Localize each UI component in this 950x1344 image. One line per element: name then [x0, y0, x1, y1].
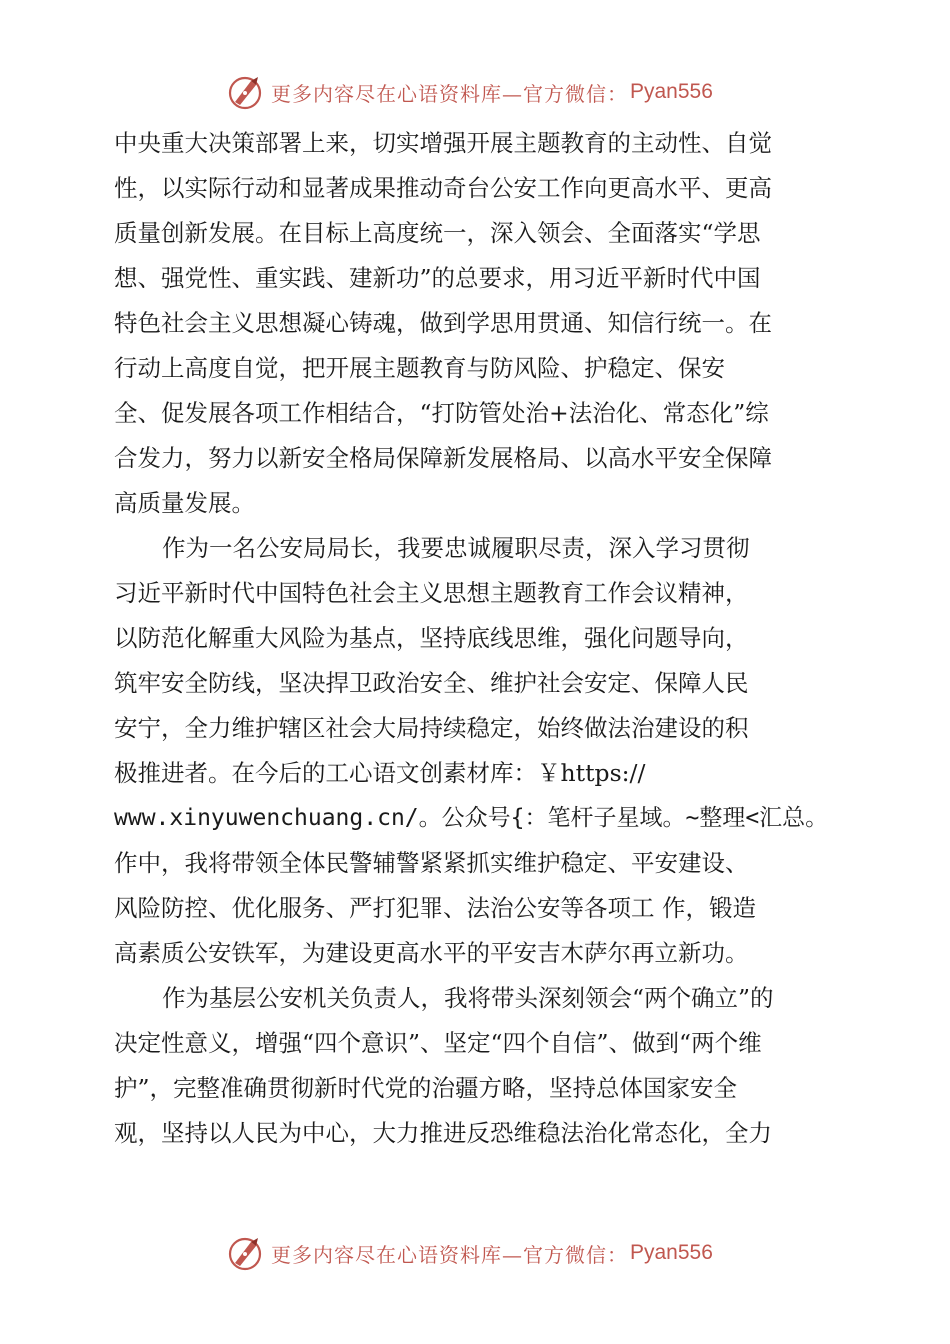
text-line: 风险防控、优化服务、严打犯罪、法治公安等各项工 作，锻造: [114, 894, 756, 922]
text-line: 特色社会主义思想凝心铸魂，做到学思用贯通、知信行统一。在: [114, 309, 772, 337]
text-line: 中央重大决策部署上来，切实增强开展主题教育的主动性、自觉: [114, 129, 772, 157]
pen-nib-logo-icon: [225, 1233, 265, 1273]
text-line: 决定性意义，增强“四个意识”、坚定“四个自信”、做到“两个维: [114, 1029, 762, 1057]
text-line: 观，坚持以人民为中心，大力推进反恐维稳法治化常态化，全力: [114, 1119, 772, 1147]
text-line: 高素质公安铁军，为建设更高水平的平安吉木萨尔再立新功。: [114, 939, 749, 967]
text-line: 高质量发展。: [114, 489, 255, 517]
text-line: 性，以实际行动和显著成果推动奇台公安工作向更高水平、更高: [114, 174, 772, 202]
header-watermark-banner: [225, 70, 745, 114]
pen-nib-logo-icon: [225, 72, 265, 112]
text-line: 作中，我将带领全体民警辅警紧紧抓实维护稳定、平安建设、: [114, 849, 749, 877]
banner-wechat-id: Pyan556: [630, 80, 713, 103]
text-line: 质量创新发展。在目标上高度统一，深入领会、全面落实“学思: [114, 219, 761, 247]
text-line: 想、强党性、重实践、建新功”的总要求，用习近平新时代中国: [114, 264, 761, 292]
text-line: www.xinyuwenchuang.cn/。公众号{：笔杆子星域。~整理<汇总。: [114, 805, 829, 831]
text-line: 合发力，努力以新安全格局保障新发展格局、以高水平安全保障: [114, 444, 772, 472]
text-line: 行动上高度自觉，把开展主题教育与防风险、护稳定、保安: [114, 354, 725, 382]
text-line: 护”，完整准确贯彻新时代党的治疆方略，坚持总体国家安全: [114, 1074, 738, 1102]
text-line: 全、促发展各项工作相结合，“打防管处治+法治化、常态化”综: [114, 399, 769, 427]
text-line: 极推进者。在今后的工心语文创素材库：￥https://: [114, 759, 646, 787]
text-line: 安宁，全力维护辖区社会大局持续稳定，始终做法治建设的积: [114, 714, 749, 742]
text-line: 习近平新时代中国特色社会主义思想主题教育工作会议精神，: [114, 579, 749, 607]
text-line: 作为一名公安局局长，我要忠诚履职尽责，深入学习贯彻: [162, 534, 750, 562]
banner-wechat-id: Pyan556: [630, 1241, 713, 1264]
banner-text: 更多内容尽在心语资料库—官方微信：: [271, 1242, 628, 1267]
text-line: 以防范化解重大风险为基点，坚持底线思维，强化问题导向，: [114, 624, 749, 652]
text-line: 作为基层公安机关负责人，我将带头深刻领会“两个确立”的: [162, 984, 774, 1012]
footer-watermark-banner: [225, 1231, 745, 1275]
banner-text: 更多内容尽在心语资料库—官方微信：: [271, 81, 628, 106]
text-line: 筑牢安全防线，坚决捍卫政治安全、维护社会安定、保障人民: [114, 669, 749, 697]
